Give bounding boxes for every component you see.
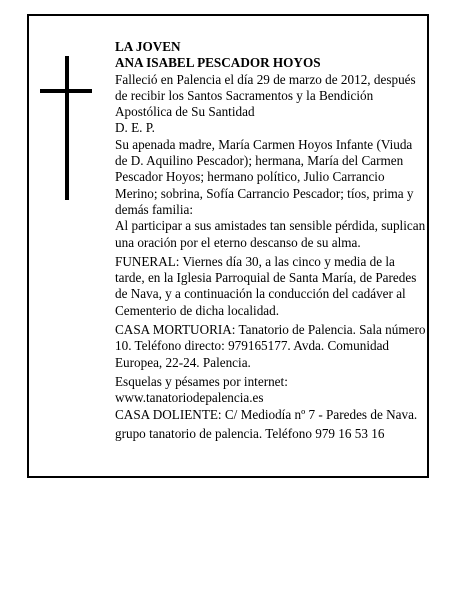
notice-header-line1: LA JOVEN bbox=[115, 39, 181, 54]
deceased-name: ANA ISABEL PESCADOR HOYOS bbox=[115, 55, 321, 71]
grieving-house-paragraph: CASA DOLIENTE: C/ Mediodía nº 7 - Paredes de Nava. bbox=[115, 406, 418, 422]
funeral-home-contact: grupo tanatorio de palencia. Teléfono 979 16 53 16 bbox=[115, 425, 385, 441]
cross-icon bbox=[40, 56, 92, 200]
death-paragraph: Falleció en Palencia el día 29 de marzo de 2012, después de recibir los Santos Sacramentos y la Bendición Apostólica de Su Santidad bbox=[115, 71, 416, 120]
dep-line: D. E. P. bbox=[115, 120, 155, 136]
funeral-paragraph: FUNERAL: Viernes día 30, a las cinco y media de la tarde, en la Iglesia Parroquial de Santa María, de Paredes de Nava, y a continuación la conducción del cadáver al Cementerio de dicha localidad. bbox=[115, 253, 417, 318]
online-paragraph: Esquelas y pésames por internet: www.tanatoriodepalencia.es bbox=[115, 373, 288, 406]
family-paragraph: Su apenada madre, María Carmen Hoyos Infante (Viuda de D. Aquilino Pescador); hermana, María del Carmen Pescador Hoyos; hermano político, Julio Carrancio Merino; sobrina, Sofía Carrancio Pescador; tíos, prima y demás familia: bbox=[115, 136, 414, 217]
prayer-paragraph: Al participar a sus amistades tan sensible pérdida, suplican una oración por el eterno descanso de su alma. bbox=[115, 218, 426, 250]
mortuary-paragraph: CASA MORTUORIA: Tanatorio de Palencia. Sala número 10. Teléfono directo: 979165177. Avda. Comunidad Europea, 22-24. Palencia. bbox=[115, 322, 426, 370]
notice-text bbox=[115, 39, 427, 442]
cross-horizontal-bar bbox=[40, 89, 92, 93]
obituary-notice bbox=[27, 14, 429, 478]
cross-vertical-bar bbox=[65, 56, 69, 200]
